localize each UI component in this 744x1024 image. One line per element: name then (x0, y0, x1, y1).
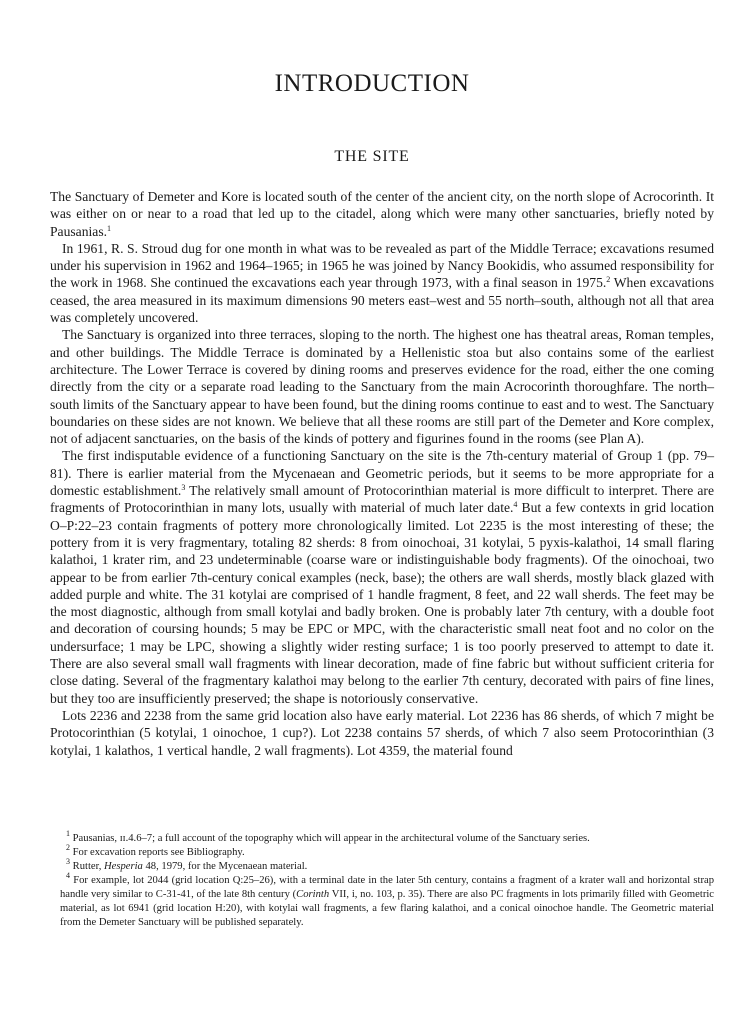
paragraph-3 (50, 326, 714, 447)
footnote-ref-1[interactable]: 1 (107, 223, 112, 233)
footnote-text: Rutter, (70, 861, 105, 872)
footnote-text: 48, 1979, for the Mycenaean material. (142, 861, 308, 872)
footnote-4 (50, 871, 714, 930)
footnote-ref-2[interactable]: 2 (606, 275, 611, 285)
footnote-text: Pausanias, ɪɪ.4.6–7; a full account of the topography which will appear in the architectural volume of the Sanctuary series. (70, 833, 590, 844)
footnote-2 (50, 843, 714, 860)
footnote-ref-3[interactable]: 3 (181, 483, 186, 493)
paragraph-text: But a few contexts in grid location O–P:22–23 contain fragments of pottery more chronologically limited. Lot 2235 is the most interesting of these; the pottery from it is very fragmentary, totaling 82 sherds: 8 from oinochoai, 31 kotylai, 5 pyxis-kalathoi, 14 small flaring kalathoi, 1 krater rim, and 23 undeterminable (coarse ware or indistinguishable body fragments). Of the oinochoai, two appear to be from earlier 7th-century conical examples (neck, base); the others are wall sherds, mostly black glazed with added purple and white. The 31 kotylai are comprised of 1 handle fragment, 8 feet, and 22 wall sherds. The feet may be the most diagnostic, although from small kotylai and badly broken. One is probably later 7th century, with a double foot and decoration of coursing hounds; 5 may be EPC or MPC, with the characteristic small neat foot and no color on the undersurface; 1 may be LPC, showing a slightly wider resting surface; 1 is too poorly preserved to attempt to date it. There are also several small wall fragments with linear decoration, made of fine fabric but without sufficient criteria for close dating. Several of the fragmentary kalathoi may belong to the earlier 7th century, decorated with pairs of fine lines, but they too are insufficiently preserved; the shape is notoriously conservative. (50, 500, 714, 706)
paragraph-text: Lots 2236 and 2238 from the same grid location also have early material. Lot 2236 has 86 sherds, of which 7 might be Protocorinthian (5 kotylai, 1 oinochoe, 1 cup?). Lot 2238 contains 57 sherds, of which 7 also seem Protocorinthian (3 kotylai, 1 kalathos, 1 vertical handle, 2 wall fragments). Lot 4359, the material found (50, 707, 714, 758)
paragraph-text: The Sanctuary of Demeter and Kore is located south of the center of the ancient city, on the north slope of Acrocorinth. It was either on or near to a road that led up to the citadel, along which were many other sanctuaries, briefly noted by Pausanias. (50, 189, 714, 239)
footnotes (50, 829, 714, 930)
footnote-text: VII, i, no. 103, p. 35). There are also PC fragments in lots primarily filled with Geometric material, as lot 6941 (grid location H:20), with kotylai wall fragments, a few flaring kalathoi, and a conical oinochoe handle. The Geometric material from the Demeter Sanctuary will be published separately. (60, 889, 714, 928)
paragraph-text: The relatively small amount of Protocorinthian material is more difficult to interpret. There are fragments of Protocorinthian in many lots, usually with material of much later date. (50, 483, 714, 516)
footnote-number: 4 (66, 871, 70, 880)
paragraph-4 (50, 447, 714, 706)
footnote-text: For excavation reports see Bibliography. (70, 847, 245, 858)
body-text (50, 188, 714, 759)
paragraph-text: When excavations ceased, the area measured in its maximum dimensions 90 meters east–west and 55 north–south, although not all that area was completely uncovered. (50, 275, 714, 326)
journal-title: Hesperia (104, 861, 143, 872)
paragraph-text: In 1961, R. S. Stroud dug for one month in what was to be revealed as part of the Middle Terrace; excavations resumed under his supervision in 1962 and 1964–1965; in 1965 he was joined by Nancy Bookidis, who assumed responsibility for the work in 1968. She continued the excavations each year through 1973, with a final season in 1975. (50, 240, 714, 291)
paragraph-text: The Sanctuary is organized into three terraces, sloping to the north. The highest one has theatral areas, Roman temples, and other buildings. The Middle Terrace is dominated by a Hellenistic stoa but also contains some of the earliest architecture. The Lower Terrace is covered by dining rooms and preserves evidence for the road, either the one coming directly from the city or a separate road leading to the Sanctuary from the main Acrocorinth thoroughfare. The north–south limits of the Sanctuary appear to have been found, but the dining rooms continue to east and to west. The Sanctuary boundaries on these sides are not known. We believe that all these rooms are still part of the Demeter and Kore complex, not of adjacent sanctuaries, on the basis of the kinds of pottery and figurines found in the rooms (see Plan A). (50, 327, 714, 447)
publication-title: Corinth (296, 889, 330, 900)
footnote-1 (50, 829, 714, 846)
section-title: THE SITE (334, 148, 410, 165)
footnote-number: 3 (66, 857, 70, 866)
paragraph-2 (50, 240, 714, 326)
footnote-number: 2 (66, 843, 70, 852)
footnote-text: For example, lot 2044 (grid location Q:25–26), with a terminal date in the later 5th century, contains a fragment of a krater wall and horizontal strap handle very similar to C-31-41, of the late 8th century ( (60, 875, 714, 900)
paragraph-1 (50, 188, 714, 240)
footnote-ref-4[interactable]: 4 (513, 500, 518, 510)
chapter-title: INTRODUCTION (274, 70, 470, 97)
paragraph-text: The first indisputable evidence of a functioning Sanctuary on the site is the 7th-century material of Group 1 (pp. 79–81). There is earlier material from the Mycenaean and Geometric periods, but it seems to be more appropriate for a domestic establishment. (50, 448, 714, 499)
footnote-number: 1 (66, 829, 70, 838)
footnote-3 (50, 857, 714, 874)
paragraph-5 (50, 707, 714, 759)
